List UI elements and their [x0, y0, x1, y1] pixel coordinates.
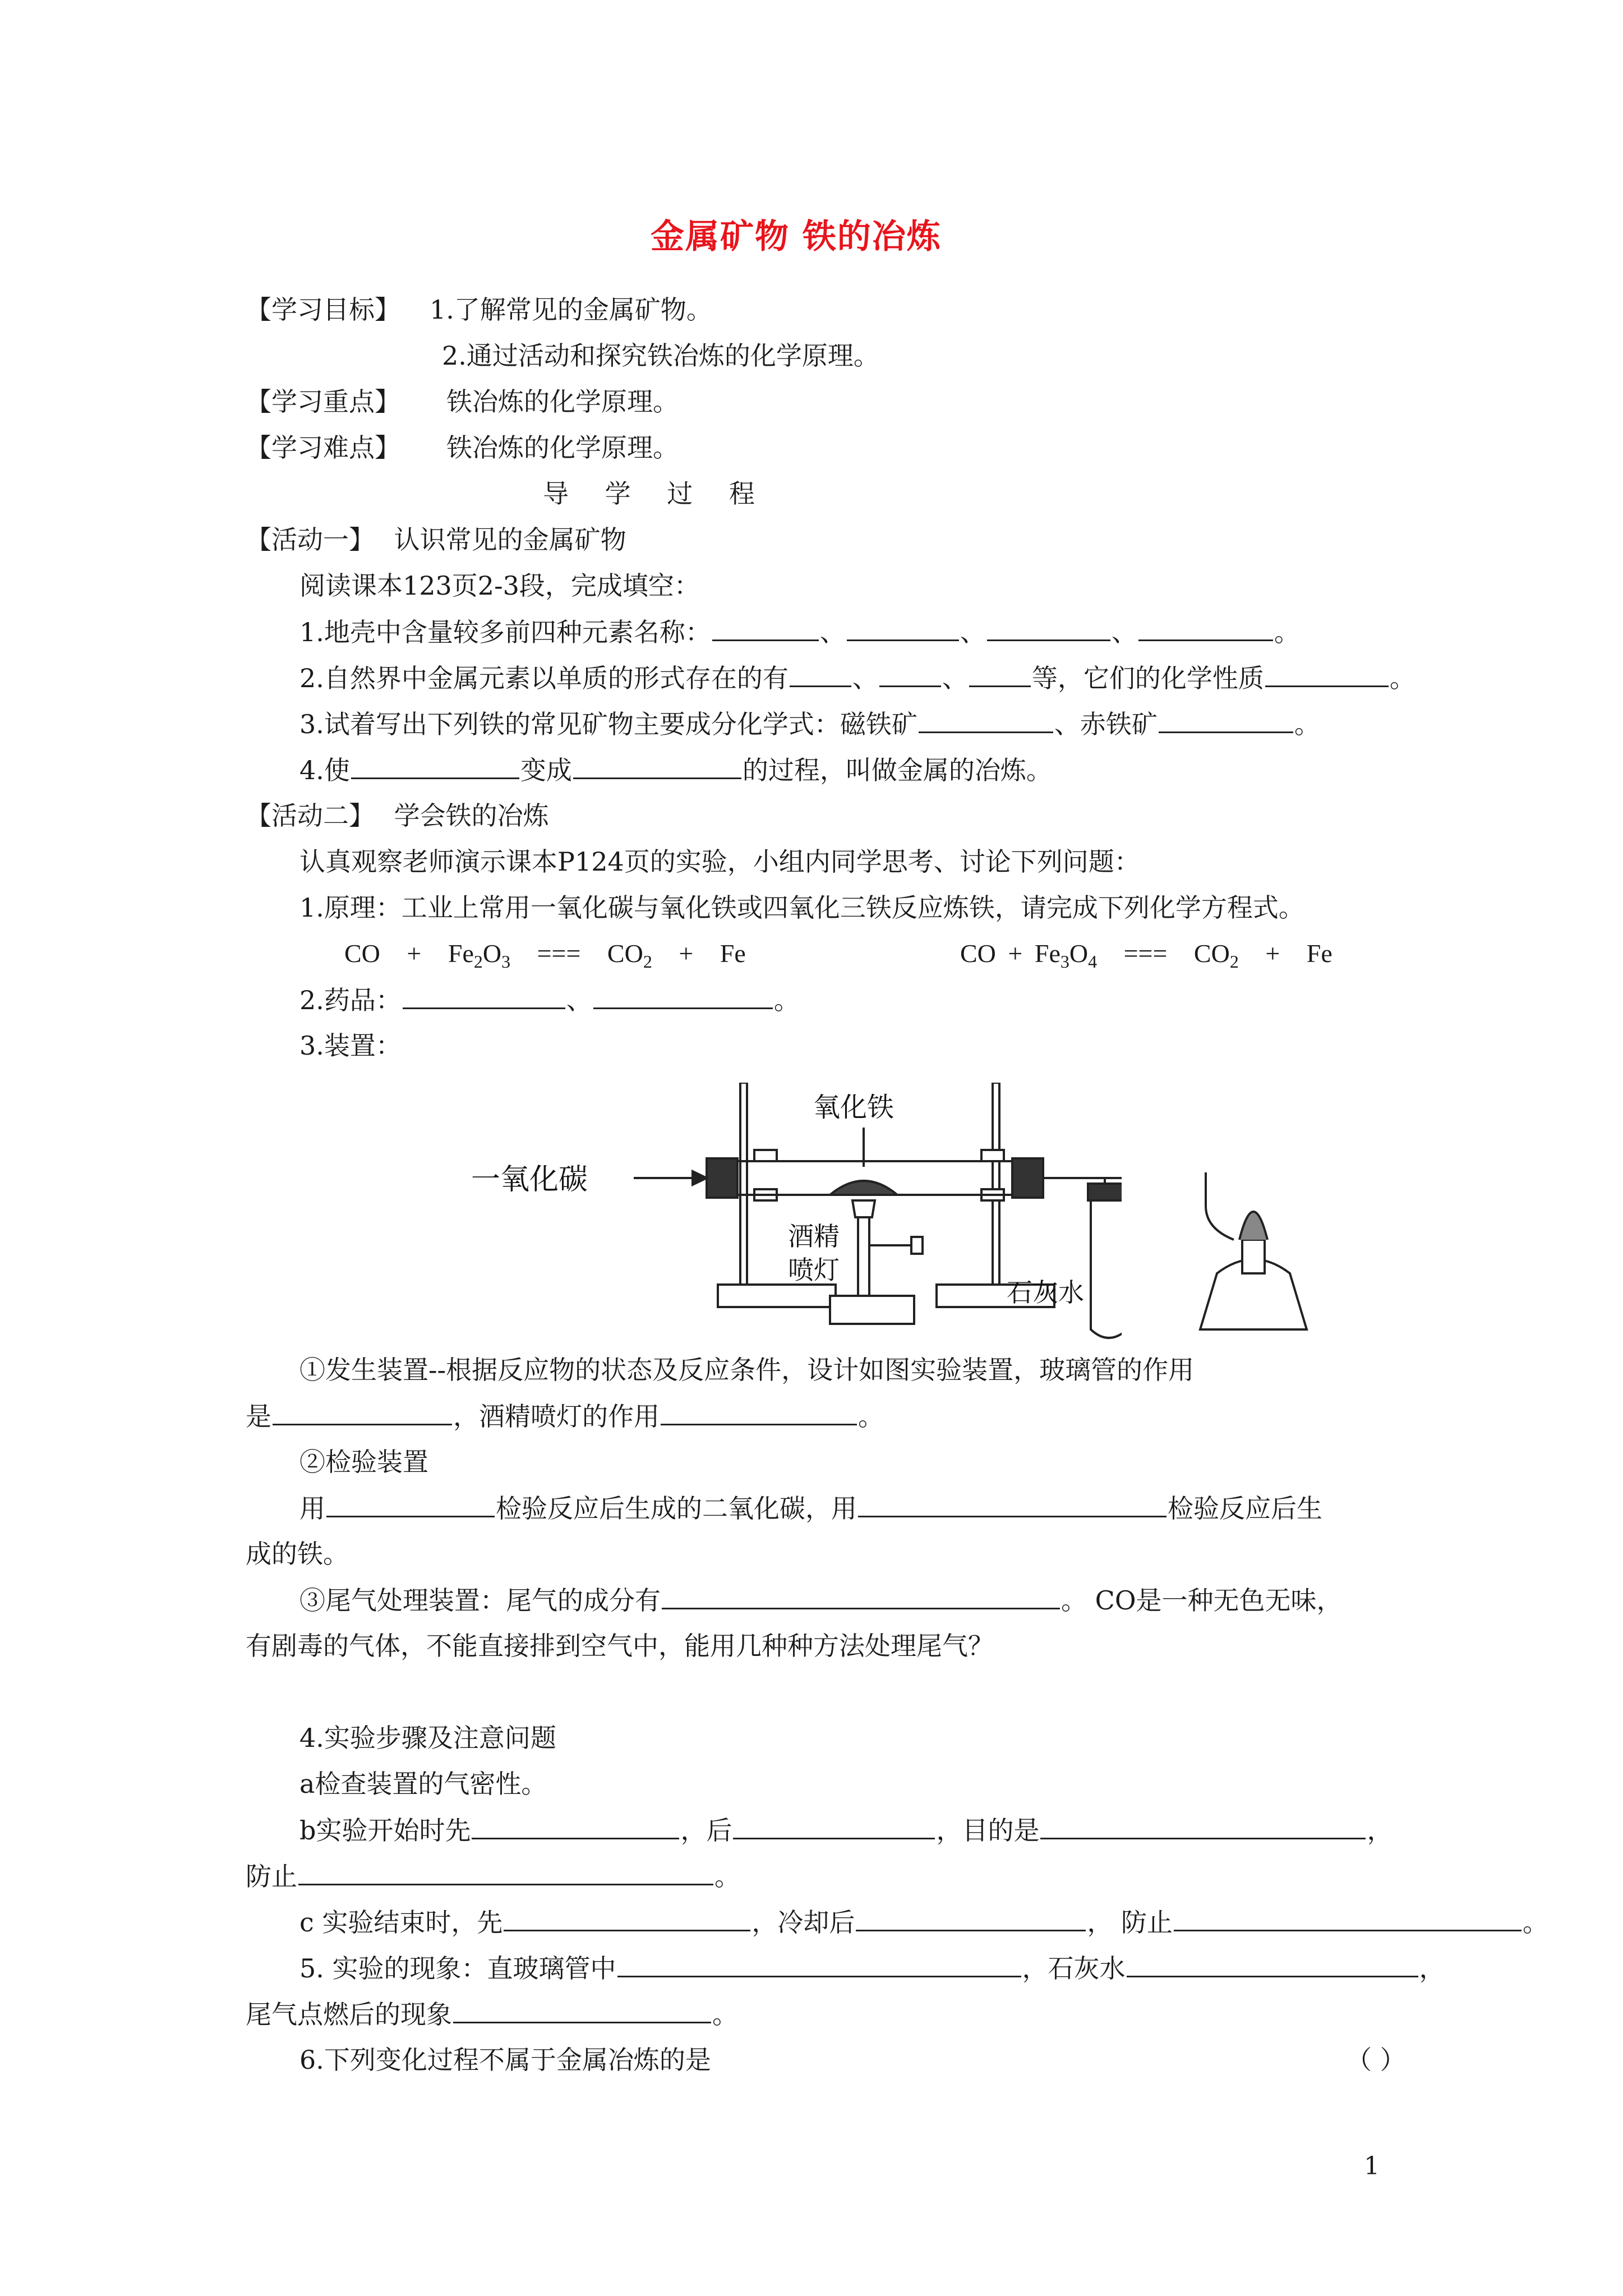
step-b-2 [246, 1859, 740, 1893]
end: 。 [1294, 709, 1320, 739]
activity1-intro: 阅读课本123页2-3段，完成填空： [299, 570, 700, 601]
q2-blank-2[interactable] [879, 661, 941, 687]
step-b [299, 1813, 1393, 1847]
objective-1: 1.了解常见的金属矿物。 [430, 295, 712, 325]
end: 。 [773, 985, 800, 1015]
q1-blank-1[interactable] [712, 615, 819, 641]
eq2-co2 [1194, 937, 1239, 978]
iron-oxide [830, 1181, 897, 1195]
stopper-left [707, 1158, 737, 1198]
step-c-blank-2[interactable] [856, 1905, 1086, 1931]
equation-1 [344, 937, 746, 978]
label-lamp-2: 喷灯 [788, 1255, 840, 1285]
stand-base-left [718, 1285, 836, 1307]
question-4-text-a: 4.使 [299, 755, 350, 785]
sep: 、 [566, 985, 592, 1015]
question-4-text-b: 变成 [520, 755, 572, 785]
sep: 、 [1111, 617, 1137, 647]
label-limewater: 石灰水 [1007, 1277, 1084, 1308]
generator-line-2 [246, 1399, 884, 1433]
gen-text-b: ，酒精喷灯的作用 [453, 1401, 660, 1432]
step-c-blank-3[interactable] [1174, 1905, 1521, 1931]
step-b-blank-3[interactable] [1040, 1813, 1366, 1839]
step-a: a检查装置的气密性。 [299, 1769, 547, 1799]
q1-blank-3[interactable] [987, 615, 1110, 641]
step-c-text-1: c 实验结束时，先 [299, 1907, 503, 1938]
eq1-arrow: === [537, 939, 581, 968]
sub: 3 [1060, 951, 1069, 972]
activity2-title: 学会铁的冶炼 [394, 800, 549, 831]
check-text-a: 用 [299, 1493, 325, 1524]
tail-blank[interactable] [662, 1583, 1060, 1609]
activity2-tag: 【活动二】 [246, 800, 375, 831]
eq2-fe: Fe [1306, 939, 1332, 968]
phenomenon [299, 1951, 1445, 1985]
fe: Fe [1034, 939, 1061, 968]
activity1-tag: 【活动一】 [246, 524, 375, 555]
question-3 [299, 707, 1320, 741]
step-c-text-3: ， 防止 [1087, 1907, 1173, 1938]
end: 。 [858, 1401, 884, 1432]
drugs-blank-1[interactable] [403, 983, 565, 1009]
page-title: 金属矿物 铁的冶炼 [651, 217, 942, 256]
sub: 2 [473, 951, 483, 972]
eq1-fe2o3 [448, 937, 510, 978]
tail-text-b: 。 CO是一种无色无味， [1061, 1585, 1343, 1616]
co: CO [1193, 939, 1230, 968]
lamp-base [830, 1296, 914, 1324]
step-b-blank-4[interactable] [298, 1859, 713, 1885]
sub: 2 [1229, 951, 1239, 972]
key-point-text: 铁冶炼的化学原理。 [446, 386, 679, 417]
check-blank-1[interactable] [326, 1491, 495, 1517]
check-line-2: 成的铁。 [246, 1539, 349, 1569]
objective-2: 2.通过活动和探究铁冶炼的化学原理。 [442, 341, 879, 371]
phen-text-4: 尾气点燃后的现象 [246, 1999, 452, 2030]
sep: 、 [960, 617, 986, 647]
tail-line-2: 有剧毒的气体，不能直接排到空气中，能用几种种方法处理尾气？ [246, 1631, 994, 1661]
q2-blank-4[interactable] [1265, 661, 1389, 687]
sub: 4 [1088, 951, 1098, 972]
apparatus-diagram [471, 1083, 1122, 1352]
co: CO [607, 939, 643, 968]
gen-blank-2[interactable] [661, 1399, 857, 1425]
eq1-co: CO [344, 939, 380, 968]
q1-blank-2[interactable] [847, 615, 959, 641]
end: 。 [1389, 663, 1415, 693]
tail-gas-burner [1189, 1172, 1318, 1341]
phenomenon-2 [246, 1997, 738, 2031]
q4-blank-1[interactable] [351, 753, 519, 779]
question-2-text: 2.自然界中金属元素以单质的形式存在的有 [299, 663, 789, 693]
end: 。 [1274, 617, 1300, 647]
phen-text-2: ，石灰水 [1022, 1953, 1126, 1984]
step-b-text-3: ，目的是 [936, 1815, 1040, 1846]
eq2-arrow: === [1123, 939, 1168, 968]
difficulty-text: 铁冶炼的化学原理。 [446, 432, 679, 463]
guide-heading: 导 学 过 程 [543, 478, 755, 509]
steps-title: 4.实验步骤及注意问题 [299, 1723, 556, 1753]
drugs-blank-2[interactable] [593, 983, 773, 1009]
step-c [299, 1905, 1548, 1939]
key-point-label: 【学习重点】 [246, 386, 400, 417]
o: O [482, 939, 502, 968]
sep: 、 [819, 617, 846, 647]
difficulty-label: 【学习难点】 [246, 432, 400, 463]
eq1-co2 [607, 937, 652, 978]
step-b-text-5: 防止 [246, 1861, 297, 1892]
eq1-plus-2: + [679, 939, 694, 968]
sub: 3 [501, 951, 511, 972]
eq2-plus-2: + [1265, 939, 1280, 968]
step-b-text-2: ，后 [680, 1815, 732, 1846]
limewater-tube [1091, 1189, 1122, 1338]
step-c-text-2: ，冷却后 [751, 1907, 855, 1938]
phen-blank-2[interactable] [1127, 1951, 1418, 1977]
page-number: 1 [1364, 2152, 1380, 2180]
stand-rod-right [993, 1083, 999, 1285]
eq1-fe: Fe [720, 939, 746, 968]
question-4-text-c: 的过程，叫做金属的冶炼。 [742, 755, 1052, 785]
q2-blank-1[interactable] [790, 661, 851, 687]
question-6: 6.下列变化过程不属于金属冶炼的是 [299, 2045, 711, 2075]
activity1-label [246, 523, 626, 556]
principle: 1.原理：工业上常用一氧化碳与氧化铁或四氧化三铁反应炼铁，请完成下列化学方程式。 [299, 892, 1304, 923]
q3-blank-1[interactable] [919, 707, 1053, 733]
lamp-body [858, 1217, 869, 1296]
question-2 [299, 661, 1415, 695]
gen-blank-1[interactable] [273, 1399, 452, 1425]
activity2-label [246, 799, 549, 832]
end: 。 [1523, 1907, 1549, 1938]
step-b-blank-2[interactable] [733, 1813, 935, 1839]
step-c-blank-1[interactable] [504, 1905, 750, 1931]
label-co: 一氧化碳 [471, 1163, 588, 1197]
phen-blank-1[interactable] [617, 1951, 1021, 1977]
objectives-label: 【学习目标】 [246, 295, 400, 325]
step-b-text-4: ， [1367, 1815, 1393, 1846]
drugs [299, 983, 800, 1017]
sub: 2 [643, 951, 652, 972]
generator-line-1: ①发生装置--根据反应物的状态及反应条件，设计如图实验装置，玻璃管的作用 [299, 1355, 1195, 1385]
phen-text-1: 5. 实验的现象：直玻璃管中 [299, 1953, 616, 1984]
gen-text-a: 是 [246, 1401, 271, 1432]
question-3-text: 3.试着写出下列铁的常见矿物主要成分化学式：磁铁矿 [299, 709, 917, 739]
eq2-fe3o4 [1035, 937, 1097, 978]
label-lamp-1: 酒精 [788, 1221, 840, 1251]
end: 。 [712, 1999, 738, 2030]
activity1-title: 认识常见的金属矿物 [394, 524, 626, 555]
eq2-plus: + [1008, 939, 1023, 968]
stopper-right [1012, 1158, 1043, 1198]
o: O [1069, 939, 1089, 968]
check-title: ②检验装置 [299, 1447, 428, 1477]
label-iron-oxide: 氧化铁 [813, 1092, 895, 1123]
q1-blank-4[interactable] [1138, 615, 1273, 641]
apparatus-label: 3.装置： [299, 1030, 402, 1061]
sep: 、 [852, 663, 878, 693]
step-b-text-1: b实验开始时先 [299, 1815, 471, 1846]
question-1 [299, 615, 1300, 649]
step-b-blank-1[interactable] [472, 1813, 679, 1839]
tail-line-1 [299, 1583, 1343, 1617]
fe: Fe [448, 939, 474, 968]
q4-blank-2[interactable] [573, 753, 741, 779]
question-2-text-b: 等，它们的化学性质 [1031, 663, 1264, 693]
eq1-plus: + [407, 939, 422, 968]
q3-blank-2[interactable] [1159, 707, 1293, 733]
check-blank-2[interactable] [858, 1491, 1166, 1517]
eq2-co: CO [960, 939, 996, 968]
check-text-c: 检验反应后生 [1168, 1493, 1322, 1524]
stand-rod-left [740, 1083, 747, 1285]
drugs-label: 2.药品： [299, 985, 402, 1015]
phen-blank-3[interactable] [453, 1997, 711, 2023]
question-1-text: 1.地壳中含量较多前四种元素名称： [299, 617, 711, 647]
check-text-b: 检验反应后生成的二氧化碳，用 [496, 1493, 857, 1524]
question-6-paren: （ ） [1346, 2045, 1406, 2075]
sep: 、 [942, 663, 968, 693]
activity2-intro: 认真观察老师演示课本P124页的实验，小组内同学思考、讨论下列问题： [299, 846, 1140, 877]
check-line-1 [299, 1491, 1322, 1525]
question-4 [299, 753, 1052, 787]
end: 。 [714, 1861, 740, 1892]
tail-text-a: ③尾气处理装置：尾气的成分有 [299, 1585, 661, 1616]
q2-blank-3[interactable] [969, 661, 1031, 687]
phen-text-3: ， [1419, 1953, 1445, 1984]
equation-2 [960, 937, 1332, 978]
question-3-text-b: 、赤铁矿 [1054, 709, 1158, 739]
